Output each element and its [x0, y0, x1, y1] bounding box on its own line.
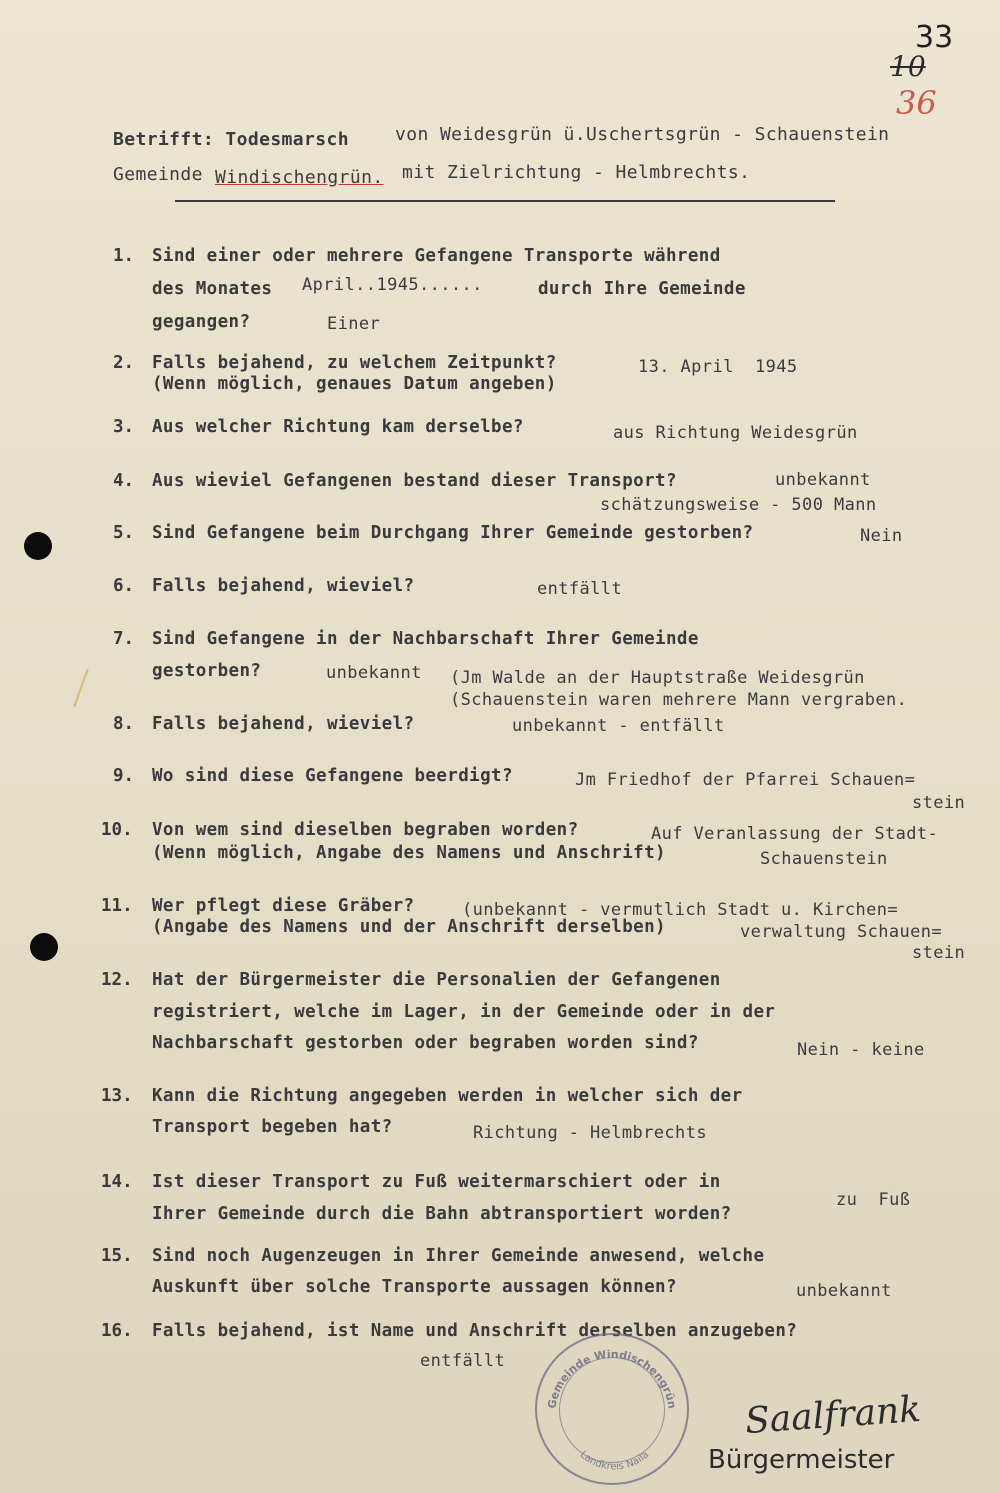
- question-text: (Angabe des Namens und der Anschrift derselben): [152, 917, 666, 937]
- question-text: Ihrer Gemeinde durch die Bahn abtransportiert worden?: [152, 1204, 732, 1224]
- question-number: 11.: [101, 896, 133, 916]
- answer-text: Jm Friedhof der Pfarrei Schauen=: [575, 770, 916, 790]
- question-number: 5.: [113, 523, 135, 543]
- header-subject-value: von Weidesgrün ü.Uschertsgrün - Schauenstein: [395, 124, 890, 145]
- question-text: registriert, welche im Lager, in der Gemeinde oder in der: [152, 1002, 776, 1022]
- question-text: Von wem sind dieselben begraben worden?: [152, 820, 579, 840]
- answer-text: schätzungsweise - 500 Mann: [600, 495, 877, 515]
- margin-mark: [73, 669, 89, 707]
- folio-number-crossed: 10: [890, 50, 926, 83]
- question-text: des Monates: [152, 279, 273, 299]
- answer-text: Schauenstein: [760, 849, 888, 869]
- answer-text: (unbekannt - vermutlich Stadt u. Kirchen=: [462, 900, 899, 920]
- answer-text: unbekannt: [796, 1281, 892, 1301]
- header-rule: [175, 200, 835, 202]
- answer-text: stein: [912, 793, 966, 813]
- signature-title: Bürgermeister: [708, 1445, 895, 1475]
- question-text: Sind einer oder mehrere Gefangene Transporte während: [152, 246, 721, 266]
- answer-text: Richtung - Helmbrechts: [473, 1123, 707, 1143]
- header-destination: mit Zielrichtung - Helmbrechts.: [402, 162, 751, 183]
- official-stamp: [535, 1333, 689, 1485]
- header-municipality-label: Gemeinde: [113, 164, 203, 185]
- question-number: 15.: [101, 1246, 133, 1266]
- header-municipality-name: Windischengrün.: [215, 167, 384, 188]
- question-text: Sind noch Augenzeugen in Ihrer Gemeinde anwesend, welche: [152, 1246, 765, 1266]
- question-number: 13.: [101, 1086, 133, 1106]
- question-text: Falls bejahend, wieviel?: [152, 576, 415, 596]
- question-text: Nachbarschaft gestorben oder begraben worden sind?: [152, 1033, 699, 1053]
- punch-hole-top: [24, 532, 52, 560]
- question-text: Aus welcher Richtung kam derselbe?: [152, 417, 524, 437]
- question-number: 3.: [113, 417, 135, 437]
- answer-text: unbekannt - entfällt: [512, 716, 725, 736]
- punch-hole-bottom: [30, 933, 58, 961]
- question-text: Sind Gefangene beim Durchgang Ihrer Gemeinde gestorben?: [152, 523, 754, 543]
- stamp-lettering: [537, 1335, 687, 1483]
- question-text: Transport begeben hat?: [152, 1117, 393, 1137]
- answer-text: unbekannt: [775, 470, 871, 490]
- question-text: (Wenn möglich, genaues Datum angeben): [152, 374, 557, 394]
- answer-text: entfällt: [537, 579, 623, 599]
- question-number: 12.: [101, 970, 133, 990]
- question-text: Hat der Bürgermeister die Personalien der Gefangenen: [152, 970, 721, 990]
- answer-text: Nein: [860, 526, 903, 546]
- answer-fill: April..1945......: [302, 275, 483, 295]
- question-text: Aus wieviel Gefangenen bestand dieser Transport?: [152, 471, 677, 491]
- question-number: 7.: [113, 629, 135, 649]
- question-text: gegangen?: [152, 312, 251, 332]
- question-number: 6.: [113, 576, 135, 596]
- answer-text: Auf Veranlassung der Stadt-: [651, 824, 939, 844]
- answer-text: Nein - keine: [797, 1040, 925, 1060]
- question-text: Wer pflegt diese Gräber?: [152, 896, 415, 916]
- question-number: 14.: [101, 1172, 133, 1192]
- signature: Saalfrank: [743, 1388, 923, 1443]
- question-number: 8.: [113, 714, 135, 734]
- question-text: Falls bejahend, ist Name und Anschrift derselben anzugeben?: [152, 1321, 798, 1341]
- answer-text: entfällt: [420, 1351, 506, 1371]
- answer-text: zu Fuß: [836, 1190, 911, 1210]
- question-text: gestorben?: [152, 661, 262, 681]
- answer-text: (Schauenstein waren mehrere Mann vergraben.: [450, 690, 908, 710]
- header-subject-label: Betrifft: Todesmarsch: [113, 129, 349, 150]
- question-text: Auskunft über solche Transporte aussagen können?: [152, 1277, 677, 1297]
- answer-text: stein: [912, 943, 966, 963]
- answer-text: 13. April 1945: [638, 357, 798, 377]
- folio-number-red: 36: [896, 84, 937, 122]
- answer-text: (Jm Walde an der Hauptstraße Weidesgrün: [450, 668, 865, 688]
- svg-text:Landkreis Naila: Landkreis Naila: [577, 1449, 652, 1473]
- question-text: Sind Gefangene in der Nachbarschaft Ihrer Gemeinde: [152, 629, 699, 649]
- question-number: 9.: [113, 766, 135, 786]
- answer-text: verwaltung Schauen=: [740, 922, 943, 942]
- question-number: 10.: [101, 820, 133, 840]
- answer-text: Einer: [327, 314, 381, 334]
- question-text: Falls bejahend, wieviel?: [152, 714, 415, 734]
- question-number: 4.: [113, 471, 135, 491]
- question-text: Falls bejahend, zu welchem Zeitpunkt?: [152, 353, 557, 373]
- svg-text:Gemeinde Windischengrün: Gemeinde Windischengrün: [545, 1347, 679, 1410]
- answer-text: unbekannt: [326, 663, 422, 683]
- question-text: Ist dieser Transport zu Fuß weitermarschiert oder in: [152, 1172, 721, 1192]
- question-number: 1.: [113, 246, 135, 266]
- question-text: durch Ihre Gemeinde: [538, 279, 746, 299]
- question-text: (Wenn möglich, Angabe des Namens und Anschrift): [152, 843, 666, 863]
- answer-text: aus Richtung Weidesgrün: [613, 423, 858, 443]
- question-number: 2.: [113, 353, 135, 373]
- question-text: Wo sind diese Gefangene beerdigt?: [152, 766, 513, 786]
- question-number: 16.: [101, 1321, 133, 1341]
- question-text: Kann die Richtung angegeben werden in welcher sich der: [152, 1086, 743, 1106]
- folio-number: 33: [915, 20, 954, 55]
